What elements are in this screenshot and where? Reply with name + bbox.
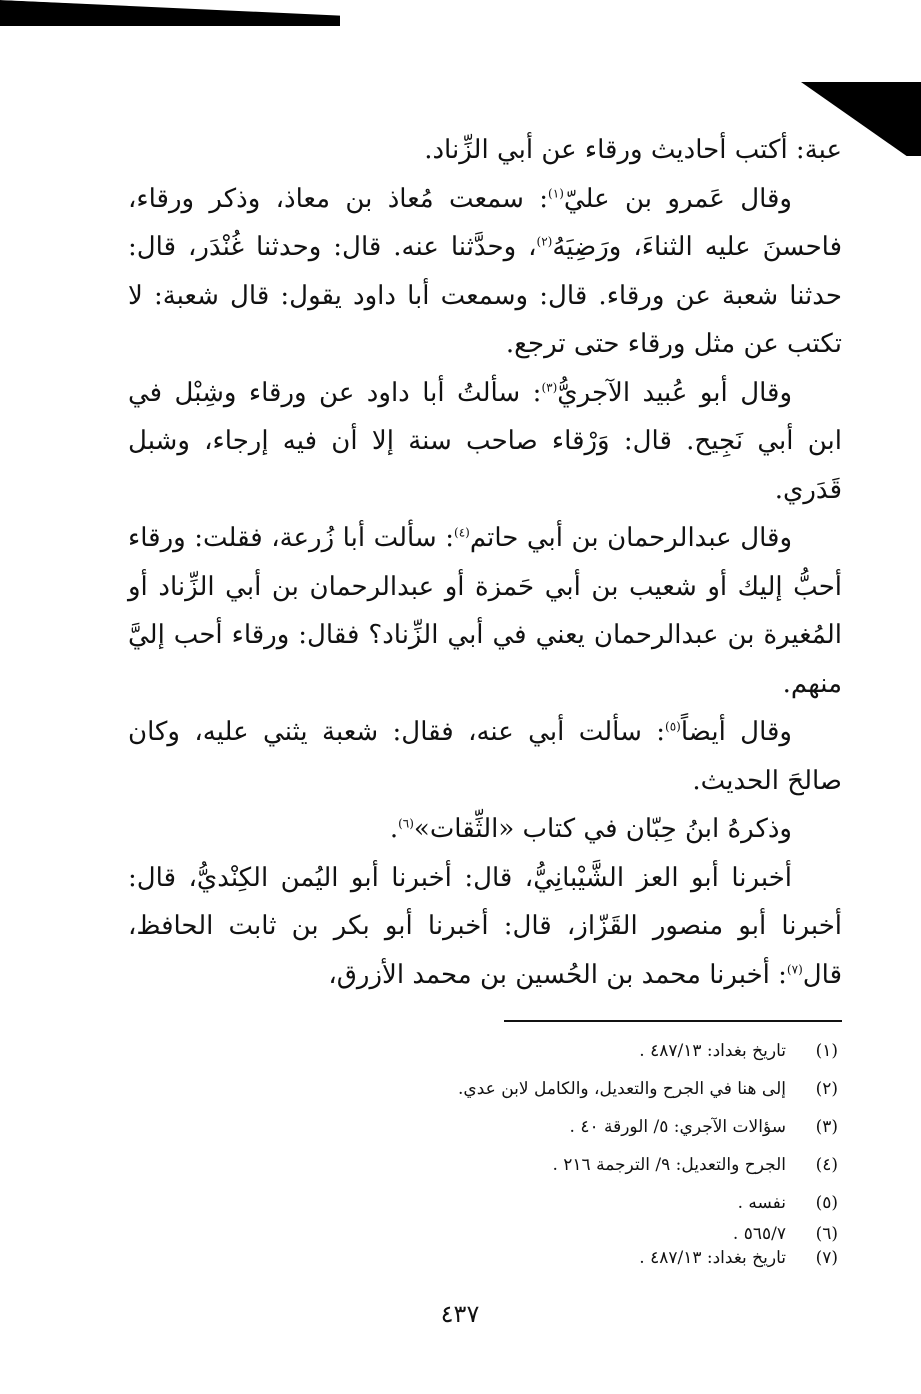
footnote-ref: (٦) <box>398 816 414 831</box>
text-line: : سمعت مُعاذ بن معاذ، وذكر ورقاء، فاحسنَ عليه الثناءَ، ورَضِيَهُ <box>128 183 843 262</box>
text-line: . <box>389 814 399 844</box>
footnote-number: (٦) <box>815 1224 838 1244</box>
footnotes <box>300 1032 838 1270</box>
footnote-text: سؤالات الآجري: ٥/ الورقة ٤٠ . <box>569 1117 786 1137</box>
footnote-item <box>300 1222 838 1246</box>
footnote-number: (٥) <box>815 1193 838 1213</box>
paragraph-1 <box>128 126 842 175</box>
footnote-ref: (١) <box>548 185 564 200</box>
text-line: وقال عبدالرحمان بن أبي حاتم <box>469 523 792 553</box>
paragraph-5 <box>128 708 842 805</box>
footnote-number: (٤) <box>815 1155 838 1175</box>
text-line: : سألت أبا زُرعة، فقلت: ورقاء أحبُّ إليك أو شعيب بن أبي حَمزة أو عبدالرحمان بن أبي الزِّناد أو المُغيرة بن عبدالرحمان يعني في أبي الزِّناد؟ فقال: ورقاء أحب إليَّ منهم. <box>128 523 842 699</box>
text-line: عبة: أكتب أحاديث ورقاء عن أبي الزِّناد. <box>424 135 842 165</box>
text-line: : سألتُ أبا داود عن ورقاء وشِبْل في ابن أبي نَجِيح. قال: وَرْقاء صاحب سنة إلا أن فيه إرجاء، وشبل قَدَري. <box>128 377 842 505</box>
paragraph-4 <box>128 514 842 708</box>
paragraph-6 <box>128 805 842 854</box>
footnote-number: (٣) <box>815 1117 838 1137</box>
footnote-item <box>300 1184 838 1222</box>
footnote-number: (٢) <box>815 1079 838 1099</box>
footnote-text: الجرح والتعديل: ٩/ الترجمة ٢١٦ . <box>552 1155 786 1175</box>
main-text <box>128 126 842 999</box>
footnote-text: نفسه . <box>737 1193 786 1213</box>
footnote-text: إلى هنا في الجرح والتعديل، والكامل لابن عدي. <box>458 1079 786 1099</box>
footnote-text: تاريخ بغداد: ٤٨٧/١٣ . <box>639 1248 786 1268</box>
footnote-ref: (٥) <box>665 719 681 734</box>
footnote-item <box>300 1246 838 1270</box>
footnote-text: ٥٦٥/٧ . <box>732 1224 786 1244</box>
footnote-number: (١) <box>815 1041 838 1061</box>
footnote-number: (٧) <box>815 1248 838 1268</box>
text-line: وقال أيضاً <box>680 717 792 747</box>
footnote-item <box>300 1032 838 1070</box>
footnote-item <box>300 1108 838 1146</box>
text-line: : سألت أبي عنه، فقال: شعبة يثني عليه، وكان صالحَ الحديث. <box>128 717 842 796</box>
text-line: وذكرهُ ابنُ حِبّان في كتاب «الثِّقات» <box>413 814 792 844</box>
text-line: ، وحدَّثنا عنه. قال: وحدثنا غُنْدَر، قال: حدثنا شعبة عن ورقاء. قال: وسمعت أبا داود يقول: قال شعبة: لا تكتب عن مثل ورقاء حتى ترجع. <box>128 232 842 359</box>
text-line: أخبرنا أبو العز الشَّيْبانِيُّ، قال: أخبرنا أبو اليُمن الكِنْديُّ، قال: أخبرنا أبو منصور القَزّاز، قال: أخبرنا أبو بكر بن ثابت الحافظ، قال <box>128 862 842 990</box>
paragraph-3 <box>128 369 842 515</box>
text-line: وقال أبو عُبيد الآجريُّ <box>557 377 793 408</box>
text-line: وقال عَمرو بن عليّ <box>563 183 792 214</box>
footnote-ref: (٣) <box>541 379 558 394</box>
footnote-item <box>300 1146 838 1184</box>
footnote-ref: (٤) <box>454 525 470 540</box>
footnote-separator <box>504 1020 842 1022</box>
paragraph-2 <box>128 175 842 369</box>
page-number: ٤٣٧ <box>440 1300 480 1328</box>
footnote-item <box>300 1070 838 1108</box>
footnote-text: تاريخ بغداد: ٤٨٧/١٣ . <box>639 1041 786 1061</box>
paragraph-7 <box>128 854 842 1000</box>
footnote-ref: (٧) <box>786 961 803 976</box>
text-line: : أخبرنا محمد بن الحُسين بن محمد الأزرق، <box>328 959 787 990</box>
footnote-ref: (٢) <box>536 234 553 249</box>
